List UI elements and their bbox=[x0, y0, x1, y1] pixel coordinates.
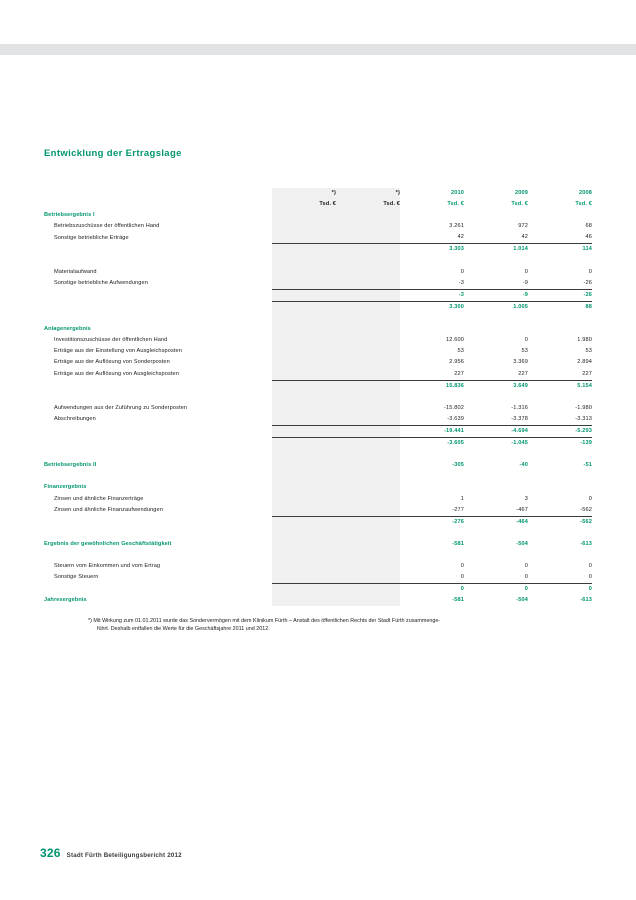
row-value bbox=[272, 403, 336, 414]
spacer-cell bbox=[464, 449, 528, 460]
row-label: Sonstige betriebliche Aufwendungen bbox=[54, 280, 148, 286]
spacer-cell bbox=[528, 313, 592, 324]
row-value: -305 bbox=[452, 462, 464, 469]
row-value bbox=[272, 414, 336, 426]
row-value: -40 bbox=[519, 462, 528, 469]
row-value: 3.261 bbox=[449, 223, 464, 230]
row-value bbox=[272, 221, 336, 232]
row-label bbox=[44, 438, 272, 450]
row-spacer bbox=[44, 313, 592, 324]
row-value: 0 bbox=[524, 574, 528, 581]
row-value: 46 bbox=[585, 234, 592, 241]
row-label: Steuern vom Einkommen und vom Ertrag bbox=[54, 563, 161, 570]
row-value bbox=[400, 482, 464, 493]
spacer-cell bbox=[400, 471, 464, 482]
row-value: 2.956 bbox=[449, 359, 464, 366]
spacer-cell bbox=[44, 471, 272, 482]
table-row bbox=[44, 357, 592, 368]
table-row bbox=[44, 505, 592, 517]
row-value bbox=[336, 539, 400, 550]
row-value: -26 bbox=[583, 279, 592, 286]
row-value bbox=[336, 244, 400, 256]
row-label: Betriebsergebnis II bbox=[44, 462, 97, 469]
row-value: -276 bbox=[400, 516, 464, 528]
row-value: -613 bbox=[580, 597, 592, 604]
spacer-cell bbox=[272, 528, 336, 539]
row-label bbox=[44, 584, 272, 596]
spacer-cell bbox=[528, 471, 592, 482]
table-row bbox=[44, 572, 592, 584]
row-value bbox=[336, 414, 400, 426]
row-value bbox=[336, 369, 400, 381]
row-value bbox=[272, 335, 336, 346]
row-value bbox=[336, 460, 400, 471]
row-value: 2.894 bbox=[577, 359, 592, 366]
table-row bbox=[44, 301, 592, 313]
spacer-cell bbox=[464, 550, 528, 561]
row-value: -3.639 bbox=[447, 415, 464, 422]
table-row bbox=[44, 482, 592, 493]
page-footer bbox=[40, 846, 182, 860]
spacer-cell bbox=[464, 528, 528, 539]
row-value: 0 bbox=[528, 584, 592, 596]
row-value: 42 bbox=[521, 234, 528, 241]
header-band bbox=[0, 44, 636, 55]
row-spacer bbox=[44, 256, 592, 267]
spacer-cell bbox=[528, 449, 592, 460]
row-value bbox=[336, 289, 400, 301]
row-value: 0 bbox=[460, 268, 464, 275]
table-row bbox=[44, 516, 592, 528]
row-label: Erträge aus der Einstellung von Ausgleichsposten bbox=[54, 348, 182, 355]
table-row bbox=[44, 346, 592, 357]
row-value bbox=[272, 425, 336, 437]
row-value: 15.836 bbox=[400, 380, 464, 392]
row-value: 114 bbox=[528, 244, 592, 256]
spacer-cell bbox=[44, 256, 272, 267]
spacer-cell bbox=[272, 392, 336, 403]
table-row bbox=[44, 244, 592, 256]
row-value: -562 bbox=[580, 506, 592, 513]
row-label bbox=[44, 301, 272, 313]
row-value bbox=[336, 267, 400, 278]
table-row bbox=[44, 460, 592, 471]
spacer-cell bbox=[400, 449, 464, 460]
table-row bbox=[44, 561, 592, 572]
table-row bbox=[44, 494, 592, 505]
row-value: 1.014 bbox=[464, 244, 528, 256]
row-label: Materialaufwand bbox=[54, 268, 97, 275]
row-value bbox=[400, 324, 464, 335]
spacer-cell bbox=[336, 528, 400, 539]
spacer-cell bbox=[44, 550, 272, 561]
row-value bbox=[336, 482, 400, 493]
row-label: Sonstige Steuern bbox=[54, 574, 99, 581]
spacer-cell bbox=[336, 471, 400, 482]
unit-col-4: Tsd. € bbox=[511, 201, 528, 208]
row-value: -3.313 bbox=[575, 415, 592, 422]
table-row bbox=[44, 414, 592, 426]
row-value bbox=[272, 301, 336, 313]
row-value bbox=[336, 221, 400, 232]
row-value: 1.005 bbox=[464, 301, 528, 313]
table-row bbox=[44, 324, 592, 335]
row-value: 0 bbox=[588, 268, 592, 275]
footnote bbox=[88, 617, 574, 634]
row-value bbox=[336, 403, 400, 414]
table-row bbox=[44, 380, 592, 392]
table-row bbox=[44, 289, 592, 301]
row-value bbox=[400, 210, 464, 221]
row-value bbox=[272, 244, 336, 256]
table-row bbox=[44, 232, 592, 244]
spacer-cell bbox=[44, 449, 272, 460]
row-value bbox=[272, 460, 336, 471]
unit-col-2: Tsd. € bbox=[336, 199, 400, 210]
row-value bbox=[336, 584, 400, 596]
spacer-cell bbox=[400, 313, 464, 324]
row-value: -19.441 bbox=[400, 425, 464, 437]
row-value: 88 bbox=[528, 301, 592, 313]
row-value: 0 bbox=[460, 563, 464, 570]
row-label: Ergebnis der gewöhnlichen Geschäftstätigkeit bbox=[44, 540, 172, 547]
row-label bbox=[44, 244, 272, 256]
row-spacer bbox=[44, 449, 592, 460]
row-value bbox=[272, 380, 336, 392]
spacer-cell bbox=[528, 528, 592, 539]
table-row bbox=[44, 595, 592, 606]
row-value bbox=[336, 324, 400, 335]
row-value bbox=[272, 324, 336, 335]
row-value: -5.293 bbox=[528, 425, 592, 437]
unit-blank bbox=[44, 199, 272, 210]
row-value: 0 bbox=[588, 563, 592, 570]
page-number: 326 bbox=[40, 846, 61, 860]
row-value: -504 bbox=[516, 597, 528, 604]
table-row bbox=[44, 267, 592, 278]
row-value: -1.316 bbox=[511, 404, 528, 411]
row-value: 227 bbox=[454, 370, 464, 377]
row-label: Zinsen und ähnliche Finanzaufwendungen bbox=[54, 506, 163, 513]
footer-report-title: Stadt Fürth Beteiligungsbericht 2012 bbox=[66, 852, 182, 859]
row-value bbox=[272, 289, 336, 301]
row-value: -3 bbox=[400, 289, 464, 301]
row-value: 53 bbox=[521, 348, 528, 355]
table-row bbox=[44, 403, 592, 414]
row-label: Sonstige betriebliche Erträge bbox=[54, 234, 129, 241]
spacer-cell bbox=[272, 449, 336, 460]
row-value bbox=[464, 324, 528, 335]
row-value: -467 bbox=[516, 506, 528, 513]
row-value bbox=[336, 425, 400, 437]
row-value bbox=[272, 210, 336, 221]
row-value bbox=[272, 595, 336, 606]
spacer-cell bbox=[528, 256, 592, 267]
spacer-cell bbox=[44, 528, 272, 539]
row-label: Finanzergebnis bbox=[44, 484, 87, 491]
header-col-2009: 2009 bbox=[514, 190, 528, 196]
page-title: Entwicklung der Ertragslage bbox=[44, 148, 182, 159]
row-value bbox=[272, 267, 336, 278]
row-value bbox=[464, 210, 528, 221]
spacer-cell bbox=[400, 528, 464, 539]
row-value bbox=[336, 278, 400, 290]
row-value: -581 bbox=[452, 597, 464, 604]
table-row bbox=[44, 539, 592, 550]
table-row bbox=[44, 584, 592, 596]
row-value bbox=[272, 482, 336, 493]
row-label: Abschreibungen bbox=[54, 416, 96, 423]
row-value: -26 bbox=[528, 289, 592, 301]
row-value bbox=[272, 494, 336, 505]
spacer-cell bbox=[400, 550, 464, 561]
spacer-cell bbox=[336, 449, 400, 460]
row-value bbox=[336, 335, 400, 346]
row-value bbox=[336, 572, 400, 584]
spacer-cell bbox=[528, 392, 592, 403]
spacer-cell bbox=[336, 313, 400, 324]
row-value: 0 bbox=[524, 337, 528, 344]
row-value: -3.378 bbox=[511, 415, 528, 422]
row-label: Betriebsergebnis I bbox=[44, 212, 95, 219]
table-row bbox=[44, 278, 592, 290]
row-value bbox=[336, 438, 400, 450]
table-row bbox=[44, 425, 592, 437]
table-header-years bbox=[44, 188, 592, 199]
row-value: -1.045 bbox=[464, 438, 528, 450]
row-label: Jahresergebnis bbox=[44, 597, 87, 604]
table-row bbox=[44, 221, 592, 232]
row-value: 0 bbox=[460, 574, 464, 581]
row-value bbox=[336, 232, 400, 244]
row-value bbox=[272, 505, 336, 517]
row-value: 12.600 bbox=[445, 337, 464, 344]
spacer-cell bbox=[44, 392, 272, 403]
header-blank bbox=[44, 188, 272, 199]
row-value: -504 bbox=[516, 540, 528, 547]
row-value bbox=[272, 357, 336, 368]
row-value: 0 bbox=[524, 268, 528, 275]
row-value: -139 bbox=[528, 438, 592, 450]
income-statement-table bbox=[44, 188, 592, 606]
row-value: -1.980 bbox=[575, 404, 592, 411]
spacer-cell bbox=[336, 392, 400, 403]
row-value bbox=[272, 346, 336, 357]
row-value: -4.694 bbox=[464, 425, 528, 437]
row-value bbox=[336, 505, 400, 517]
footnote-line-1: *) Mit Wirkung zum 01.01.2011 wurde das Sondervermögen mit dem Klinikum Fürth – Anstalt des öffentlichen Rechts der Stadt Fürth zusammenge- bbox=[88, 618, 441, 624]
row-value bbox=[336, 494, 400, 505]
spacer-cell bbox=[272, 256, 336, 267]
row-value: 1.980 bbox=[577, 337, 592, 344]
header-col-2008: 2008 bbox=[578, 190, 592, 196]
row-value: 0 bbox=[464, 584, 528, 596]
row-value: 53 bbox=[457, 348, 464, 355]
unit-col-1: Tsd. € bbox=[272, 199, 336, 210]
row-value bbox=[336, 595, 400, 606]
row-value bbox=[336, 301, 400, 313]
row-value: 42 bbox=[457, 234, 464, 241]
row-value: 227 bbox=[518, 370, 528, 377]
row-value bbox=[336, 357, 400, 368]
spacer-cell bbox=[464, 392, 528, 403]
row-value: -3.605 bbox=[400, 438, 464, 450]
row-label: Erträge aus der Auflösung von Sonderposten bbox=[54, 359, 170, 366]
row-value: 1 bbox=[460, 495, 464, 502]
row-value bbox=[272, 232, 336, 244]
row-value: -562 bbox=[528, 516, 592, 528]
row-value bbox=[272, 516, 336, 528]
table-header-units bbox=[44, 199, 592, 210]
row-value: 972 bbox=[518, 223, 528, 230]
row-value bbox=[336, 561, 400, 572]
spacer-cell bbox=[464, 313, 528, 324]
spacer-cell bbox=[400, 256, 464, 267]
table-row bbox=[44, 369, 592, 381]
spacer-cell bbox=[272, 550, 336, 561]
row-label: Zinsen und ähnliche Finanzerträge bbox=[54, 495, 144, 502]
row-value bbox=[272, 561, 336, 572]
header-col-star1: *) bbox=[272, 188, 336, 199]
spacer-cell bbox=[400, 392, 464, 403]
table-row bbox=[44, 335, 592, 346]
header-col-star2: *) bbox=[336, 188, 400, 199]
row-label bbox=[44, 516, 272, 528]
row-value: 227 bbox=[582, 370, 592, 377]
row-value bbox=[464, 482, 528, 493]
row-value: -3 bbox=[458, 279, 464, 286]
row-spacer bbox=[44, 392, 592, 403]
row-value bbox=[272, 438, 336, 450]
row-label bbox=[44, 380, 272, 392]
row-value bbox=[336, 210, 400, 221]
row-value: -9 bbox=[522, 279, 528, 286]
row-label: Betriebszuschüsse der öffentlichen Hand bbox=[54, 223, 160, 230]
row-label: Erträge aus der Auflösung von Ausgleichsposten bbox=[54, 370, 179, 377]
row-value: 3.303 bbox=[400, 244, 464, 256]
row-value bbox=[272, 584, 336, 596]
row-value bbox=[272, 369, 336, 381]
row-value: 3.649 bbox=[464, 380, 528, 392]
spacer-cell bbox=[272, 471, 336, 482]
row-spacer bbox=[44, 528, 592, 539]
footnote-line-2: führt. Deshalb entfallen die Werte für die Geschäftsjahre 2011 und 2012. bbox=[97, 626, 270, 633]
row-value: -9 bbox=[464, 289, 528, 301]
row-value: -613 bbox=[580, 540, 592, 547]
row-label: Investitionszuschüsse der öffentlichen Hand bbox=[54, 337, 168, 344]
row-spacer bbox=[44, 471, 592, 482]
table-row bbox=[44, 210, 592, 221]
row-label: Aufwendungen aus der Zuführung zu Sonderposten bbox=[54, 404, 188, 411]
unit-col-5: Tsd. € bbox=[575, 201, 592, 208]
row-value: 3.369 bbox=[513, 359, 528, 366]
spacer-cell bbox=[464, 471, 528, 482]
row-value: 3 bbox=[524, 495, 528, 502]
row-value: 0 bbox=[588, 574, 592, 581]
row-value bbox=[528, 324, 592, 335]
row-value bbox=[528, 482, 592, 493]
row-value bbox=[336, 516, 400, 528]
row-value bbox=[272, 539, 336, 550]
row-value: -277 bbox=[452, 506, 464, 513]
row-value: 68 bbox=[585, 223, 592, 230]
row-value bbox=[528, 210, 592, 221]
row-label bbox=[44, 425, 272, 437]
spacer-cell bbox=[44, 313, 272, 324]
row-value: 53 bbox=[585, 348, 592, 355]
row-value: -464 bbox=[464, 516, 528, 528]
spacer-cell bbox=[336, 550, 400, 561]
row-value: 3.300 bbox=[400, 301, 464, 313]
spacer-cell bbox=[336, 256, 400, 267]
spacer-cell bbox=[272, 313, 336, 324]
row-value: -51 bbox=[583, 462, 592, 469]
spacer-cell bbox=[528, 550, 592, 561]
row-value bbox=[336, 346, 400, 357]
row-label: Anlagenergebnis bbox=[44, 326, 91, 333]
unit-col-3: Tsd. € bbox=[447, 201, 464, 208]
row-value bbox=[336, 380, 400, 392]
row-value: -15.802 bbox=[443, 404, 464, 411]
row-value bbox=[272, 572, 336, 584]
row-value bbox=[272, 278, 336, 290]
row-value: -581 bbox=[452, 540, 464, 547]
row-value: 0 bbox=[588, 495, 592, 502]
row-value: 0 bbox=[524, 563, 528, 570]
spacer-cell bbox=[464, 256, 528, 267]
table-row bbox=[44, 438, 592, 450]
row-value: 0 bbox=[400, 584, 464, 596]
header-col-2010: 2010 bbox=[450, 190, 464, 196]
row-label bbox=[44, 289, 272, 301]
row-value: 5.154 bbox=[528, 380, 592, 392]
row-spacer bbox=[44, 550, 592, 561]
